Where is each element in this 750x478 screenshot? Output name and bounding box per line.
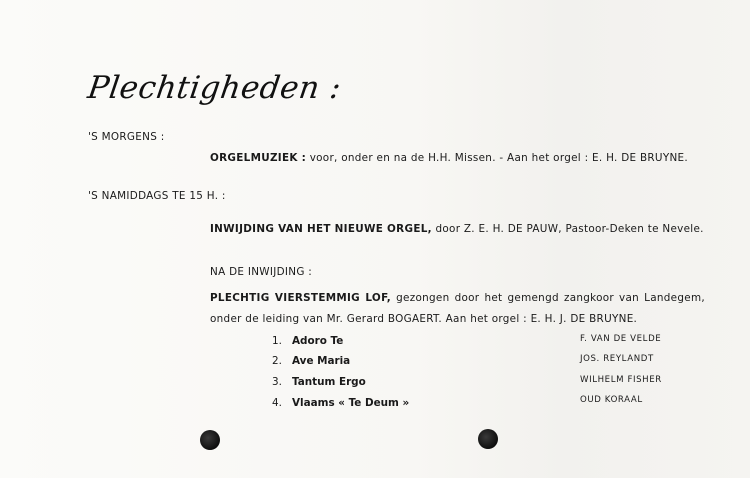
- list-item-number: 1.: [272, 335, 282, 347]
- afternoon-item-text: door Z. E. H. DE PAUW, Pastoor-Deken te Nevele.: [431, 223, 704, 235]
- morning-item-text: voor, onder en na de H.H. Missen. - Aan het orgel : E. H. DE BRUYNE.: [306, 152, 689, 164]
- binding-hole-right: [478, 429, 498, 449]
- list-item-title: Ave Maria: [292, 355, 351, 367]
- list-item-number: 2.: [272, 355, 282, 367]
- list-item-number: 4.: [272, 397, 282, 409]
- morning-item: [210, 152, 688, 164]
- list-item-title: Tantum Ergo: [292, 376, 366, 388]
- binding-hole-left: [200, 430, 220, 450]
- list-item-title: Vlaams « Te Deum »: [292, 397, 410, 409]
- list-item-number: 3.: [272, 376, 282, 388]
- page-title: Plechtigheden :: [85, 70, 344, 106]
- afternoon-item-title: INWIJDING VAN HET NIEUWE ORGEL,: [210, 223, 432, 235]
- after-consecration-label: NA DE INWIJDING :: [210, 266, 313, 278]
- list-item-composer: OUD KORAAL: [580, 395, 643, 405]
- list-item-composer: F. VAN DE VELDE: [580, 334, 662, 344]
- afternoon-label: 'S NAMIDDAGS TE 15 H. :: [88, 190, 226, 202]
- after-consecration-item-title: PLECHTIG VIERSTEMMIG LOF,: [210, 292, 392, 304]
- morning-label: 'S MORGENS :: [88, 131, 165, 143]
- list-item-title: Adoro Te: [292, 335, 344, 347]
- afternoon-item: [210, 223, 704, 235]
- list-item-composer: JOS. REYLANDT: [580, 354, 654, 364]
- after-consecration-item: [210, 288, 705, 330]
- morning-item-title: ORGELMUZIEK :: [210, 152, 307, 164]
- after-consecration-item-text: gezongen door het gemengd zangkoor van Landegem, onder de leiding van Mr. Gerard BOGAERT. Aan het orgel : E. H. J. DE BRUYNE.: [210, 292, 705, 325]
- list-item-composer: WILHELM FISHER: [580, 375, 662, 385]
